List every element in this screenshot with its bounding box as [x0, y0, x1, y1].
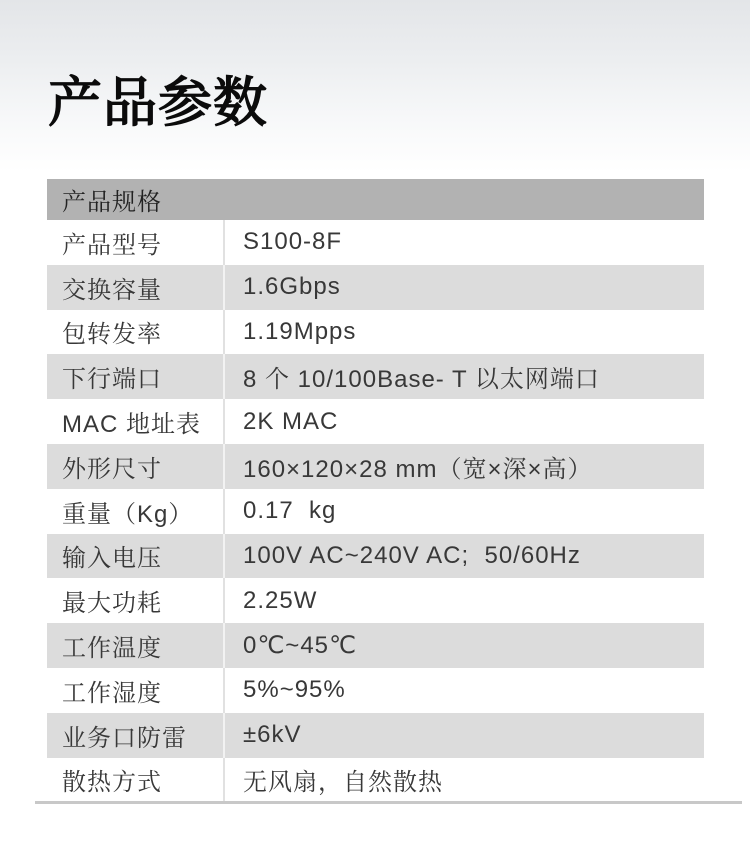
- row-value: 100V AC~240V AC; 50/60Hz: [243, 541, 581, 569]
- row-label: 重量（Kg）: [47, 489, 225, 534]
- table-row: [47, 354, 704, 399]
- bottom-divider: [35, 801, 742, 804]
- row-label: 产品型号: [47, 220, 225, 265]
- table-row: [47, 310, 704, 355]
- row-value: 无风扇，自然散热: [243, 769, 443, 797]
- row-label: 工作湿度: [47, 668, 225, 713]
- row-value: 1.6Gbps: [243, 273, 341, 301]
- table-row: [47, 265, 704, 310]
- table-row: [47, 444, 704, 489]
- row-value: 2K MAC: [243, 407, 339, 435]
- row-label: MAC 地址表: [47, 399, 225, 444]
- page-title: 产品参数: [48, 73, 268, 133]
- row-label: 业务口防雷: [47, 713, 225, 758]
- table-row: [47, 713, 704, 758]
- row-label: 交换容量: [47, 265, 225, 310]
- row-label: 输入电压: [47, 534, 225, 579]
- row-value: ±6kV: [243, 721, 302, 749]
- row-value: 160×120×28 mm（宽×深×高）: [243, 455, 593, 483]
- table-row: [47, 578, 704, 623]
- row-value: 5%~95%: [243, 676, 346, 704]
- table-row: [47, 489, 704, 534]
- row-label: 最大功耗: [47, 578, 225, 623]
- row-label: 工作温度: [47, 623, 225, 668]
- row-value: 8 个 10/100Base- T 以太网端口: [243, 366, 600, 394]
- row-value: 0℃~45℃: [243, 632, 357, 660]
- spec-table: [47, 179, 704, 802]
- row-value: 1.19Mpps: [243, 317, 357, 345]
- table-row: [47, 623, 704, 668]
- row-label: 外形尺寸: [47, 444, 225, 489]
- table-row: [47, 534, 704, 579]
- row-value: 0.17 kg: [243, 497, 337, 525]
- row-value: 2.25W: [243, 586, 318, 614]
- row-label: 包转发率: [47, 310, 225, 355]
- spec-table-header: 产品规格: [47, 179, 704, 220]
- row-label: 散热方式: [47, 758, 225, 803]
- table-row: [47, 758, 704, 803]
- row-label: 下行端口: [47, 354, 225, 399]
- table-row: [47, 399, 704, 444]
- table-row: [47, 220, 704, 265]
- row-value: S100-8F: [243, 228, 343, 256]
- table-row: [47, 668, 704, 713]
